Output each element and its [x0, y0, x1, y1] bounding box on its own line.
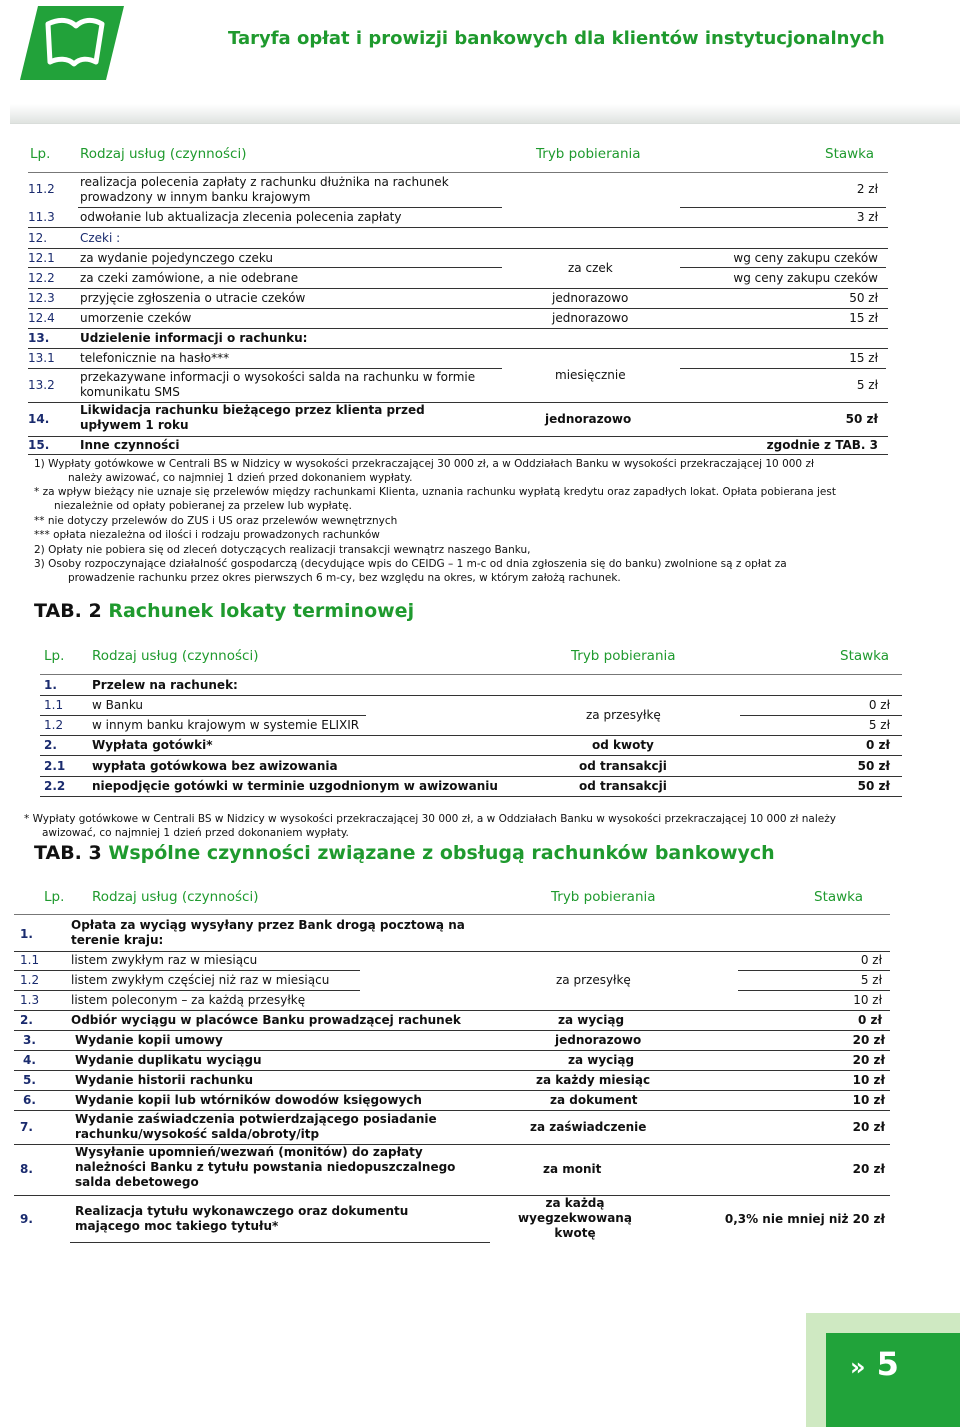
row-rate: 20 zł [852, 1162, 885, 1176]
row-rate: 0 zł [858, 1013, 882, 1027]
row-rate: 15 zł [849, 311, 878, 325]
row-rate: 0 zł [866, 738, 890, 752]
footnote: awizować, co najmniej 1 dzień przed dokonaniem wypłaty. [42, 827, 349, 839]
row-divider [40, 674, 902, 675]
row-divider [14, 1070, 890, 1071]
row-lp: 13. [28, 331, 50, 345]
row-divider [14, 951, 890, 952]
row-divider [14, 990, 360, 991]
row-lp: 8. [20, 1162, 33, 1176]
row-divider [680, 368, 886, 369]
row-divider [28, 308, 888, 309]
row-mode: od transakcji [579, 759, 667, 773]
row-service: Wydanie kopii lub wtórników dowodów księgowych [75, 1093, 422, 1107]
page-number [850, 1345, 899, 1383]
row-rate: 50 zł [845, 412, 878, 426]
row-divider [70, 1242, 490, 1243]
row-divider [28, 368, 502, 369]
document-title: Taryfa opłat i prowizji bankowych dla klientów instytucjonalnych [228, 28, 885, 49]
row-service: Udzielenie informacji o rachunku: [80, 331, 308, 345]
row-rate: 20 zł [852, 1033, 885, 1047]
row-lp: 4. [23, 1053, 36, 1067]
row-service: wypłata gotówkowa bez awizowania [92, 759, 338, 773]
col-rate-header: Stawka [814, 889, 864, 905]
row-divider [14, 914, 890, 915]
footnote: * za wpływ bieżący nie uznaje się przelewów między rachunkami Klienta, uznania rachunku wypłatą kredytu oraz zapadłych lokat. Opłata pobierana jest [34, 486, 836, 498]
row-rate: 0 zł [860, 953, 882, 967]
row-rate: 10 zł [852, 1073, 885, 1087]
row-service: realizacja polecenia zapłaty z rachunku dłużnika na rachunek prowadzony w innym banku krajowym [80, 175, 449, 204]
col-mode-header: Tryb pobierania [551, 889, 656, 905]
row-divider [28, 348, 888, 349]
row-divider [28, 454, 888, 455]
row-mode: za czek [568, 261, 613, 275]
footnote: prowadzenie rachunku przez okres pierwszych 6 m-cy, bez względu na okres, w którym założą rachunek. [68, 572, 621, 584]
row-lp: 7. [20, 1120, 33, 1134]
row-divider [738, 970, 890, 971]
row-divider [40, 755, 902, 756]
row-mode: jednorazowo [552, 311, 629, 325]
footnote: * Wypłaty gotówkowe w Centrali BS w Nidzicy w wysokości przekraczającej 30 000 zł, a w Oddziałach Banku w wysokości przekraczającej 10 000 zł należy [24, 813, 836, 825]
row-service: Czeki : [80, 231, 121, 245]
chevron-icon: » [850, 1353, 866, 1381]
col-lp-header: Lp. [44, 648, 65, 664]
col-lp-header: Lp. [44, 889, 65, 905]
row-lp: 15. [28, 438, 50, 452]
row-lp: 2. [20, 1013, 33, 1027]
row-service: odwołanie lub aktualizacja zlecenia polecenia zapłaty [80, 210, 402, 224]
footnote: ** nie dotyczy przelewów do ZUS i US oraz przelewów wewnętrznych [34, 515, 398, 527]
section-label: TAB. 2 [34, 600, 102, 622]
row-lp: 11.3 [28, 210, 55, 224]
row-lp: 6. [23, 1093, 36, 1107]
row-rate: wg ceny zakupu czeków [733, 271, 878, 285]
col-mode-header: Tryb pobierania [536, 146, 641, 162]
row-service: listem poleconym – za każdą przesyłkę [71, 993, 306, 1007]
row-service: Realizacja tytułu wykonawczego oraz dokumentu mającego moc takiego tytułu* [75, 1204, 409, 1233]
row-service: telefonicznie na hasło*** [80, 351, 230, 365]
row-service: Opłata za wyciąg wysyłany przez Bank drogą pocztową na terenie kraju: [71, 918, 465, 947]
row-service: Przelew na rachunek: [92, 678, 238, 692]
row-lp: 1.3 [20, 993, 40, 1007]
row-service: w innym banku krajowym w systemie ELIXIR [92, 718, 360, 732]
row-rate: 3 zł [856, 210, 878, 224]
row-service: Wypłata gotówki* [92, 738, 213, 752]
row-rate: 50 zł [849, 291, 878, 305]
col-service-header: Rodzaj usług (czynności) [92, 889, 259, 905]
row-service: listem zwykłym częściej niż raz w miesiącu [71, 973, 330, 987]
row-rate: 5 zł [856, 378, 878, 392]
footnote: *** opłata niezależna od ilości i rodzaju prowadzonych rachunków [34, 529, 380, 541]
row-mode: za dokument [550, 1093, 638, 1107]
row-rate: wg ceny zakupu czeków [733, 251, 878, 265]
page-number-value: 5 [876, 1345, 899, 1383]
row-rate: 50 zł [857, 759, 890, 773]
row-divider [28, 267, 502, 268]
section-label: TAB. 3 [34, 842, 102, 864]
row-lp: 13.2 [28, 378, 55, 392]
row-service: za czeki zamówione, a nie odebrane [80, 271, 299, 285]
row-mode: za wyciąg [558, 1013, 625, 1027]
row-mode: za każdą wyegzekwowaną kwotę [518, 1196, 632, 1240]
row-lp: 13.1 [28, 351, 55, 365]
row-divider [40, 715, 366, 716]
row-divider [28, 328, 888, 329]
row-lp: 11.2 [28, 182, 55, 196]
row-divider [28, 288, 888, 289]
footnote: 2) Opłaty nie pobiera się od zleceń dotyczących realizacji transakcji wewnątrz naszego Banku, [34, 544, 531, 556]
row-divider [680, 207, 886, 208]
row-divider [40, 776, 902, 777]
row-mode: od transakcji [579, 779, 667, 793]
row-lp: 12.2 [28, 271, 55, 285]
row-service: za wydanie pojedynczego czeku [80, 251, 274, 265]
row-lp: 9. [20, 1212, 33, 1226]
row-divider [40, 796, 902, 797]
section-heading: Rachunek lokaty terminowej [108, 600, 415, 622]
row-divider [78, 207, 502, 208]
row-service: listem zwykłym raz w miesiącu [71, 953, 258, 967]
row-service: umorzenie czeków [80, 311, 192, 325]
row-divider [680, 267, 886, 268]
row-lp: 2.2 [44, 779, 66, 793]
row-lp: 1.1 [44, 698, 64, 712]
row-divider [14, 1090, 890, 1091]
row-mode: za przesyłkę [586, 708, 661, 722]
row-service: w Banku [92, 698, 144, 712]
row-mode: za wyciąg [568, 1053, 635, 1067]
section-title [34, 842, 775, 864]
row-rate: 0 zł [868, 698, 890, 712]
row-rate: 2 zł [856, 182, 878, 196]
row-service: przekazywane informacji o wysokości salda na rachunku w formie komunikatu SMS [80, 370, 476, 399]
row-lp: 2.1 [44, 759, 66, 773]
row-divider [14, 1110, 890, 1111]
section-heading: Wspólne czynności związane z obsługą rachunków bankowych [108, 842, 775, 864]
footnote: 1) Wypłaty gotówkowe w Centrali BS w Nidzicy w wysokości przekraczającej 30 000 zł, a w Oddziałach Banku w wysokości przekraczającej 10 000 zł [34, 458, 814, 470]
row-rate: 0,3% nie mniej niż 20 zł [724, 1212, 885, 1226]
section-title [34, 600, 414, 622]
row-divider [40, 735, 902, 736]
row-rate: 10 zł [852, 1093, 885, 1107]
row-lp: 1.2 [20, 973, 40, 987]
row-rate: 50 zł [857, 779, 890, 793]
row-divider [14, 1010, 890, 1011]
row-lp: 12. [28, 231, 48, 245]
row-mode: jednorazowo [545, 412, 632, 426]
col-rate-header: Stawka [825, 146, 875, 162]
footnote: 3) Osoby rozpoczynające działalność gospodarczą (decydujące wpis do CEIDG – 1 m-c od dnia zgłoszenia się do banku) zwolnione są z opłat za [34, 558, 787, 570]
row-rate: 5 zł [860, 973, 882, 987]
row-rate: 20 zł [852, 1053, 885, 1067]
row-divider [28, 172, 888, 173]
header-divider [10, 104, 960, 124]
col-lp-header: Lp. [30, 146, 51, 162]
row-mode: miesięcznie [555, 368, 626, 382]
row-mode: jednorazowo [552, 291, 629, 305]
col-mode-header: Tryb pobierania [571, 648, 676, 664]
footnote: należy awizować, co najmniej 1 dzień przed dokonaniem wypłaty. [68, 472, 413, 484]
row-divider [14, 1030, 890, 1031]
row-divider [14, 1195, 890, 1196]
row-lp: 2. [44, 738, 57, 752]
row-lp: 12.3 [28, 291, 55, 305]
row-rate: zgodnie z TAB. 3 [766, 438, 878, 452]
row-rate: 5 zł [868, 718, 890, 732]
row-lp: 1. [20, 927, 33, 941]
row-service: przyjęcie zgłoszenia o utracie czeków [80, 291, 306, 305]
row-mode: za przesyłkę [556, 973, 631, 987]
row-lp: 3. [23, 1033, 36, 1047]
row-service: Odbiór wyciągu w placówce Banku prowadzącej rachunek [71, 1013, 461, 1027]
row-service: Wydanie kopii umowy [75, 1033, 223, 1047]
row-rate: 20 zł [852, 1120, 885, 1134]
bank-logo [20, 6, 124, 80]
footnote: niezależnie od opłaty pobieranej za przelew lub wypłatę. [54, 500, 353, 512]
row-service: Wydanie historii rachunku [75, 1073, 254, 1087]
row-mode: za każdy miesiąc [536, 1073, 651, 1087]
row-rate: 10 zł [853, 993, 882, 1007]
row-divider [28, 227, 888, 228]
row-mode: jednorazowo [555, 1033, 642, 1047]
row-divider [28, 248, 888, 249]
row-divider [14, 970, 360, 971]
row-mode: za zaświadczenie [530, 1120, 647, 1134]
col-service-header: Rodzaj usług (czynności) [92, 648, 259, 664]
col-service-header: Rodzaj usług (czynności) [80, 146, 247, 162]
row-divider [28, 436, 888, 437]
row-service: Inne czynności [80, 438, 180, 452]
row-rate: 15 zł [849, 351, 878, 365]
row-service: Wydanie duplikatu wyciągu [75, 1053, 262, 1067]
row-lp: 1. [44, 678, 57, 692]
row-service: Wysyłanie upomnień/wezwań (monitów) do zapłaty należności Banku z tytułu powstania niedopuszczalnego salda debetowego [75, 1145, 456, 1189]
row-lp: 5. [23, 1073, 36, 1087]
row-lp: 1.2 [44, 718, 64, 732]
row-lp: 1.1 [20, 953, 40, 967]
row-divider [740, 715, 902, 716]
row-lp: 12.1 [28, 251, 55, 265]
row-divider [738, 990, 890, 991]
row-service: Likwidacja rachunku bieżącego przez klienta przed upływem 1 roku [80, 403, 425, 432]
row-service: niepodjęcie gotówki w terminie uzgodnionym w awizowaniu [92, 779, 498, 793]
row-service: Wydanie zaświadczenia potwierdzającego posiadanie rachunku/wysokość salda/obroty/itp [75, 1112, 437, 1141]
row-divider [40, 695, 902, 696]
row-divider [14, 1050, 890, 1051]
row-mode: od kwoty [592, 738, 654, 752]
row-mode: za monit [543, 1162, 602, 1176]
row-lp: 14. [28, 412, 50, 426]
row-lp: 12.4 [28, 311, 55, 325]
col-rate-header: Stawka [840, 648, 890, 664]
